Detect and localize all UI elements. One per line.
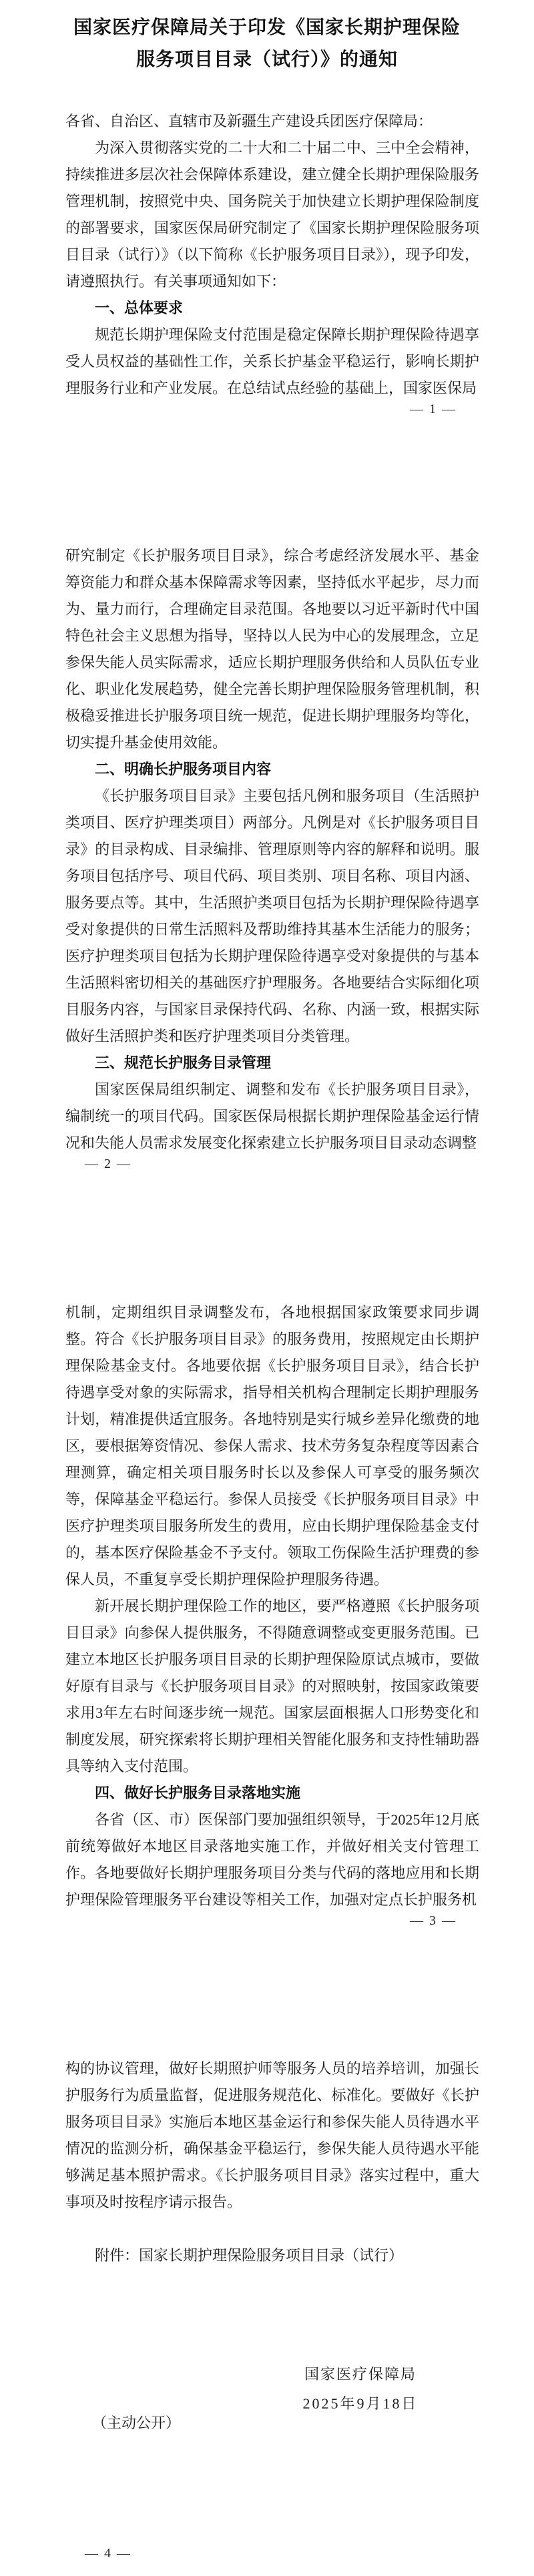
section-1-paragraph-part2: 研究制定《长护服务项目目录》，综合考虑经济发展水平、基金筹资能力和群众基本保障需求等因素，坚持低水平起步，尽力而为、量力而行，合理确定目录范围。各地要以习近平新时代中国特色社会主义思想为指导，坚持以人民为中心的发展理念，立足参保失能人员实际需求，适应长期护理服务供给和人员队伍专业化、职业化发展趋势，健全完善长期护理保险服务管理机制，积极稳妥推进长护服务项目统一规范，促进长期护理服务均等化，切实提升基金使用效能。 [65,547,479,751]
issue-date: 2025年9月18日 [302,2395,419,2412]
issuing-authority: 国家医疗保障局 [304,2366,417,2382]
section-2-heading: 二、明确长护服务项目内容 [95,761,272,777]
section-2-paragraph: 《长护服务项目目录》主要包括凡例和服务项目（生活照护类项目、医疗护理类项目）两部分。凡例是对《长护服务项目目录》的目录构成、目录编排、管理原则等内容的解释和说明。服务项目包括序号、项目代码、项目类别、项目名称、项目内涵、服务要点等。其中，生活照护类项目包括为长期护理保险待遇享受对象提供的日常生活照料及帮助维持其基本生活能力的服务；医疗护理类项目包括为长期护理保险待遇享受对象提供的与基本生活照料密切相关的基础医疗护理服务。各地要结合实际细化项目服务内容，与国家目录保持代码、名称、内涵一致，根据实际做好生活照护类和医疗护理类项目分类管理。 [65,787,479,1044]
section-3-heading: 三、规范长护服务目录管理 [95,1054,272,1071]
section-3-paragraph1-part2: 机制，定期组织目录调整发布，各地根据国家政策要求同步调整。符合《长护服务项目目录》的服务费用，按照规定由长期护理保险基金支付。各地要依据《长护服务项目目录》，结合长护待遇享受对象的实际需求，指导相关机构合理制定长期护理服务计划，精准提供适宜服务。各地特别是实行城乡差异化缴费的地区，要根据筹资情况、参保人需求、技术劳务复杂程度等因素合理测算，确定相关项目服务时长以及参保人可享受的服务频次等，保障基金平稳运行。参保人员接受《长护服务项目目录》中医疗护理类项目服务所发生的费用，应由长期护理保险基金支付的，基本医疗保险基金不予支付。领取工伤保险生活护理费的参保人员，不重复享受长期护理保险护理服务待遇。 [65,1304,479,1588]
section-4-paragraph-part2: 构的协议管理，做好长期照护师等服务人员的培养培训，加强长护服务行为质量监督，促进服务规范化、标准化。要做好《长护服务项目目录》实施后本地区基金运行和参保失能人员待遇水平情况的监测分析，确保基金平稳运行，参保失能人员待遇水平能够满足基本照护需求。《长护服务项目目录》落实过程中，重大事项及时按程序请示报告。 [65,2060,479,2210]
page-number-4: — 4 — [85,2546,131,2561]
document-title-line1: 国家医疗保障局关于印发《国家长期护理保险 [73,17,461,38]
section-3-paragraph2: 新开展长期护理保险工作的地区，要严格遵照《长护服务项目目录》向参保人提供服务，不得随意调整或变更服务范围。已建立本地区长护服务项目目录的长期护理保险原试点城市，要做好原有目录与《长护服务项目目录》的对照映射，按国家政策要求用3年左右时间逐步统一规范。国家层面根据人口形势变化和制度发展，研究探索将长期护理相关智能化服务和支持性辅助器具等纳入支付范围。 [65,1598,479,1775]
disclosure-note: （主动公开） [92,2414,181,2431]
section-3-paragraph1-part1: 国家医保局组织制定、调整和发布《长护服务项目目录》，编制统一的项目代码。国家医保局根据长期护理保险基金运行情况和失能人员需求发展变化探索建立长护服务项目目录动态调整 [65,1081,479,1151]
document-title-line2: 服务项目目录（试行）》的通知 [136,49,398,70]
page-number-2: — 2 — [85,1157,131,1171]
page-number-1: — 1 — [410,402,457,416]
section-4-heading: 四、做好长护服务目录落地实施 [95,1785,301,1801]
section-1-paragraph-part1: 规范长期护理保险支付范围是稳定保障长期护理保险待遇享受人员权益的基础性工作，关系长护基金平稳运行，影响长期护理服务行业和产业发展。在总结试点经验的基础上，国家医保局 [65,326,479,396]
intro-paragraph: 为深入贯彻落实党的二十大和二十届二中、三中全会精神，持续推进多层次社会保障体系建设，建立健全长期护理保险服务管理机制，按照党中央、国务院关于加快建立长期护理保险制度的部署要求，国家医保局研究制定了《国家长期护理保险服务项目目录（试行）》（以下简称《长护服务项目目录》），现予印发，请遵照执行。有关事项通知如下： [65,139,479,290]
section-1-heading: 一、总体要求 [95,300,184,316]
salutation: 各省、自治区、直辖市及新疆生产建设兵团医疗保障局： [65,113,433,129]
section-4-paragraph-part1: 各省（区、市）医保部门要加强组织领导，于2025年12月底前统筹做好本地区目录落地实施工作，并做好相关支付管理工作。各地要做好长期护理服务项目分类与代码的落地应用和长期护理保险管理服务平台建设等相关工作，加强对定点长护服务机 [65,1811,479,1908]
document-title [0,12,534,76]
attachment-line: 附件：国家长期护理保险服务项目目录（试行） [95,2247,404,2264]
page-number-3: — 3 — [410,1913,457,1928]
